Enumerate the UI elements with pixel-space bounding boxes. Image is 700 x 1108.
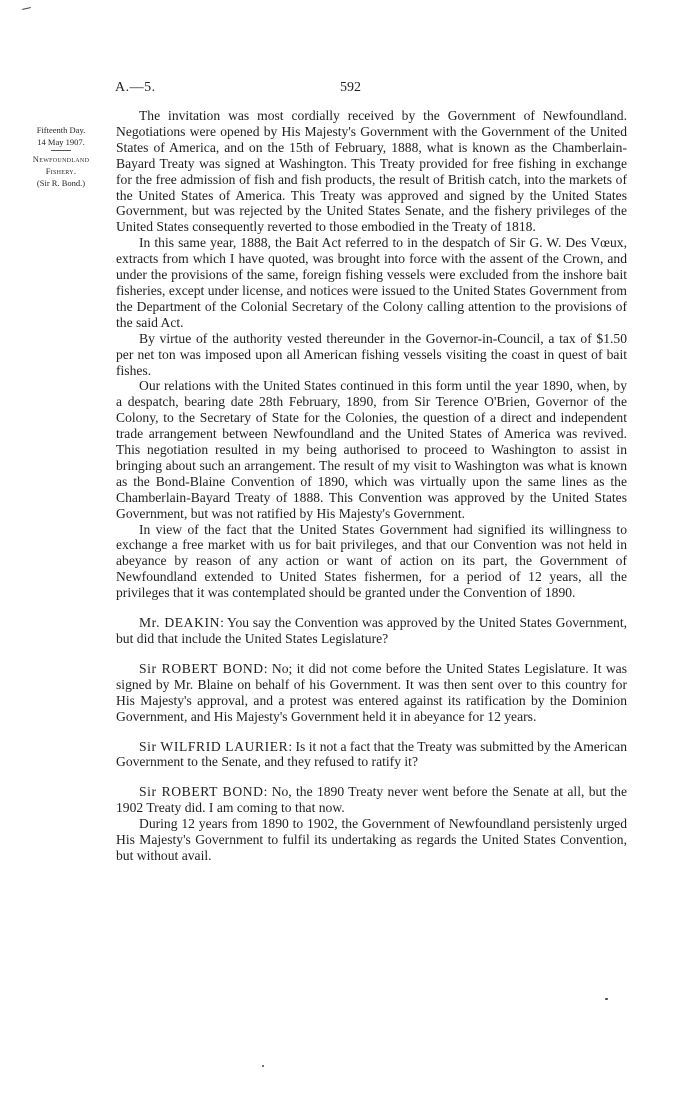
paragraph-tax: By virtue of the authority vested thereunder in the Governor-in-Council, a tax of $1.50 per net ton was imposed upon all American fishing vessels visiting the coast in quest of bait fishes. bbox=[116, 330, 627, 378]
paragraph-bait-act: In this same year, 1888, the Bait Act referred to in the despatch of Sir G. W. Des Vœux, extracts from which I have quoted, was brought into force with the assent of the Crown, and under the provisions of the same, foreign fishing vessels were excluded from the inshore bait fisheries, except under license, and notices were issued to the United States Government from the Department of the Colonial Secretary of the Colony calling attention to the provisions of the said Act. bbox=[116, 235, 627, 330]
margin-note-speaker: (Sir R. Bond.) bbox=[36, 178, 86, 188]
margin-note-rule bbox=[51, 150, 71, 151]
speaker-name: Sir WILFRID LAURIER bbox=[139, 738, 289, 754]
paragraph-closing: During 12 years from 1890 to 1902, the Government of Newfoundland persistenly urged His Majesty's Government to fulfil its undertaking as regards the United States Convention, but without avail. bbox=[116, 816, 627, 863]
speech-text: : Is it not a fact that the Treaty was submitted by the American Government to the Senate, and they refused to ratify it? bbox=[116, 738, 628, 770]
speaker-name: Sir ROBERT BOND bbox=[139, 660, 264, 676]
exchange-bond-2 bbox=[116, 784, 627, 816]
margin-note-subject-line1: Newfoundland bbox=[32, 154, 90, 164]
speech-text: : No, the 1890 Treaty never went before the Senate at all, but the 1902 Treaty did. I am coming to that now. bbox=[116, 784, 628, 816]
scan-speck bbox=[262, 1065, 264, 1067]
paragraph-relations: Our relations with the United States continued in this form until the year 1890, when, by a despatch, bearing date 28th February, 1890, from Sir Terence O'Brien, Governor of the Colony, to the Secretary of State for the Colonies, the question of a direct and independent trade arrangement between Newfoundland and the United States of America was revived. This negotiation resulted in my being authorised to proceed to Washington to assist in bringing about such an arrangement. The result of my visit to Washington was what is known as the Bond-Blaine Convention of 1890, which was virtually upon the same lines as the Chamberlain-Bayard Treaty of 1888. This Convention was approved by the United States Government, but was not ratified by His Majesty's Government. bbox=[116, 378, 627, 521]
speaker-name: Sir ROBERT BOND bbox=[139, 784, 264, 800]
speaker-name: Mr. DEAKIN bbox=[139, 615, 221, 631]
margin-note-subject-line2: Fishery. bbox=[45, 166, 77, 176]
exchange-deakin bbox=[116, 615, 627, 647]
margin-note bbox=[15, 124, 107, 189]
speech-text: : No; it did not come before the United States Legislature. It was signed by Mr. Blaine on behalf of his Government. It was then sent over to this country for His Majesty's approval, and a protest was entered against its ratification by the Dominion Government, and His Majesty's Government held it in abeyance for 12 years. bbox=[116, 660, 627, 724]
speech-text: : You say the Convention was approved by the United States Government, but did that include the United States Legislature? bbox=[116, 615, 627, 646]
margin-note-date: 14 May 1907. bbox=[37, 137, 85, 147]
margin-note-day: Fifteenth Day. bbox=[36, 125, 86, 135]
document-reference: A.—5. bbox=[115, 80, 156, 95]
scan-speck bbox=[22, 7, 31, 10]
paragraph-invitation: The invitation was most cordially received by the Government of Newfoundland. Negotiations were opened by His Majesty's Government with the Government of the United States of America, and on the 15th of February, 1888, what is known as the Chamberlain-Bayard Treaty was signed at Washington. This Treaty provided for free fishing in exchange for the free admission of fish and fish products, the result of British catch, into the markets of the United States of America. This Treaty was approved and signed by the United States Government, but was rejected by the United States Senate, and the fishery privileges of the United States consequently reverted to those embodied in the Treaty of 1818. bbox=[116, 108, 627, 235]
paragraph-privileges: In view of the fact that the United States Government had signified its willingness to exchange a free market with us for bait privileges, and that our Convention was not held in abeyance by reason of any action or want of action on its part, the Government of Newfoundland extended to United States fishermen, for a period of 12 years, all the privileges that it was contemplated should be granted under the Convention of 1890. bbox=[116, 521, 627, 601]
exchange-laurier bbox=[116, 739, 627, 771]
page-number: 592 bbox=[340, 80, 361, 95]
scan-speck bbox=[605, 998, 608, 1000]
body-text bbox=[116, 108, 627, 864]
exchange-bond-1 bbox=[116, 661, 627, 725]
